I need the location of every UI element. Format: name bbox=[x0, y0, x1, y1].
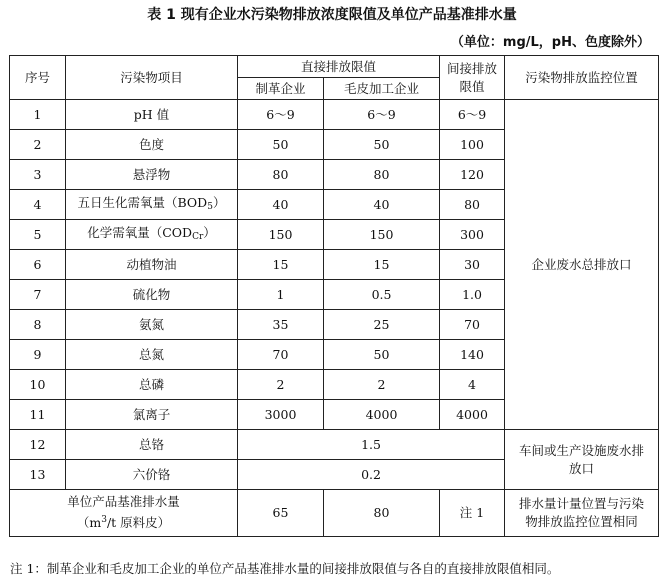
chrome-limit: 0.2 bbox=[238, 460, 505, 490]
indirect-limit: 1.0 bbox=[440, 280, 505, 310]
discharge-fur: 80 bbox=[324, 490, 440, 537]
header-pollutant: 污染物项目 bbox=[66, 56, 238, 100]
table-title: 表 1 现有企业水污染物排放浓度限值及单位产品基准排水量 bbox=[147, 7, 517, 23]
pollutant-name-subscript: Cr bbox=[192, 231, 204, 242]
pollutant-name-subscript: 5 bbox=[207, 201, 213, 212]
row-number: 9 bbox=[10, 340, 66, 370]
discharge-monitor: 排水量计量位置与污染物排放监控位置相同 bbox=[505, 490, 659, 537]
indirect-limit: 70 bbox=[440, 310, 505, 340]
indirect-limit: 140 bbox=[440, 340, 505, 370]
row-number: 6 bbox=[10, 250, 66, 280]
monitor-location-general: 企业废水总排放口 bbox=[505, 100, 659, 430]
indirect-limit: 100 bbox=[440, 130, 505, 160]
fur-limit: 4000 bbox=[324, 400, 440, 430]
fur-limit: 50 bbox=[324, 340, 440, 370]
tannery-limit: 150 bbox=[238, 220, 324, 250]
discharge-indirect: 注 1 bbox=[440, 490, 505, 537]
indirect-limit: 80 bbox=[440, 190, 505, 220]
row-number: 4 bbox=[10, 190, 66, 220]
pollutant-name-text: 动植物油 bbox=[126, 256, 177, 272]
pollutant-name: 总铬 bbox=[66, 430, 238, 460]
fur-limit: 40 bbox=[324, 190, 440, 220]
row-number: 11 bbox=[10, 400, 66, 430]
pollutant-name-text: 化学需氧量（COD bbox=[87, 224, 193, 240]
tannery-limit: 40 bbox=[238, 190, 324, 220]
tannery-limit: 35 bbox=[238, 310, 324, 340]
row-number: 7 bbox=[10, 280, 66, 310]
header-fur: 毛皮加工企业 bbox=[324, 78, 440, 100]
pollutant-name bbox=[66, 400, 238, 430]
pollutant-name-text: 氯离子 bbox=[132, 406, 171, 422]
discharge-label-pre: （m bbox=[76, 515, 102, 531]
fur-limit: 50 bbox=[324, 130, 440, 160]
row-number: 2 bbox=[10, 130, 66, 160]
tannery-limit: 1 bbox=[238, 280, 324, 310]
fur-limit: 6～9 bbox=[324, 100, 440, 130]
discharge-label bbox=[10, 490, 238, 537]
pollutant-name-text: pH 值 bbox=[133, 106, 170, 122]
pollutant-name bbox=[66, 310, 238, 340]
fur-limit: 0.5 bbox=[324, 280, 440, 310]
pollutant-name: 六价铬 bbox=[66, 460, 238, 490]
tannery-limit: 50 bbox=[238, 130, 324, 160]
header-monitor: 污染物排放监控位置 bbox=[505, 56, 659, 100]
pollutant-name bbox=[66, 280, 238, 310]
discharge-row bbox=[10, 490, 659, 537]
pollutant-name-text: 氨氮 bbox=[138, 316, 164, 332]
pollutant-name bbox=[66, 130, 238, 160]
unit-note: （单位：mg/L，pH、色度除外） bbox=[450, 35, 650, 50]
discharge-tannery: 65 bbox=[238, 490, 324, 537]
row-number: 13 bbox=[10, 460, 66, 490]
pollutant-rows bbox=[10, 100, 659, 430]
pollutant-name bbox=[66, 160, 238, 190]
tannery-limit: 6～9 bbox=[238, 100, 324, 130]
row-number: 8 bbox=[10, 310, 66, 340]
discharge-label-post: /t 原料皮） bbox=[106, 515, 171, 531]
indirect-limit: 120 bbox=[440, 160, 505, 190]
chrome-rows bbox=[10, 430, 659, 490]
table-row bbox=[10, 430, 659, 460]
pollutant-name bbox=[66, 340, 238, 370]
indirect-limit: 6～9 bbox=[440, 100, 505, 130]
row-number: 5 bbox=[10, 220, 66, 250]
row-number: 12 bbox=[10, 430, 66, 460]
fur-limit: 25 bbox=[324, 310, 440, 340]
standards-table bbox=[9, 55, 659, 537]
header-indirect: 间接排放限值 bbox=[440, 56, 505, 100]
pollutant-name bbox=[66, 220, 238, 250]
fur-limit: 150 bbox=[324, 220, 440, 250]
tannery-limit: 70 bbox=[238, 340, 324, 370]
indirect-limit: 300 bbox=[440, 220, 505, 250]
tannery-limit: 3000 bbox=[238, 400, 324, 430]
pollutant-name-text: 总氮 bbox=[138, 346, 164, 362]
tannery-limit: 80 bbox=[238, 160, 324, 190]
chrome-limit: 1.5 bbox=[238, 430, 505, 460]
indirect-limit: 4000 bbox=[440, 400, 505, 430]
fur-limit: 2 bbox=[324, 370, 440, 400]
pollutant-name-text: 悬浮物 bbox=[132, 166, 171, 182]
header-seq: 序号 bbox=[10, 56, 66, 100]
pollutant-name-text: 硫化物 bbox=[132, 286, 171, 302]
tannery-limit: 2 bbox=[238, 370, 324, 400]
row-number: 1 bbox=[10, 100, 66, 130]
discharge-label-line1: 单位产品基准排水量 bbox=[67, 494, 180, 510]
fur-limit: 15 bbox=[324, 250, 440, 280]
indirect-limit: 4 bbox=[440, 370, 505, 400]
pollutant-name bbox=[66, 190, 238, 220]
pollutant-name-text: 色度 bbox=[138, 136, 164, 152]
header-tannery: 制革企业 bbox=[238, 78, 324, 100]
pollutant-name bbox=[66, 100, 238, 130]
header-direct: 直接排放限值 bbox=[238, 56, 440, 78]
pollutant-name bbox=[66, 250, 238, 280]
table-row bbox=[10, 100, 659, 130]
row-number: 3 bbox=[10, 160, 66, 190]
pollutant-name-tail: ） bbox=[212, 194, 226, 210]
footnote: 注 1：制革企业和毛皮加工企业的单位产品基准排水量的间接排放限值与各自的直接排放限值相同。 bbox=[10, 561, 560, 576]
fur-limit: 80 bbox=[324, 160, 440, 190]
pollutant-name-tail: ） bbox=[203, 224, 216, 240]
monitor-location-chrome: 车间或生产设施废水排放口 bbox=[505, 430, 659, 490]
row-number: 10 bbox=[10, 370, 66, 400]
pollutant-name bbox=[66, 370, 238, 400]
indirect-limit: 30 bbox=[440, 250, 505, 280]
pollutant-name-text: 五日生化需氧量（BOD bbox=[77, 194, 208, 210]
pollutant-name-text: 总磷 bbox=[138, 376, 164, 392]
discharge-label-sup: 3 bbox=[101, 515, 107, 526]
tannery-limit: 15 bbox=[238, 250, 324, 280]
